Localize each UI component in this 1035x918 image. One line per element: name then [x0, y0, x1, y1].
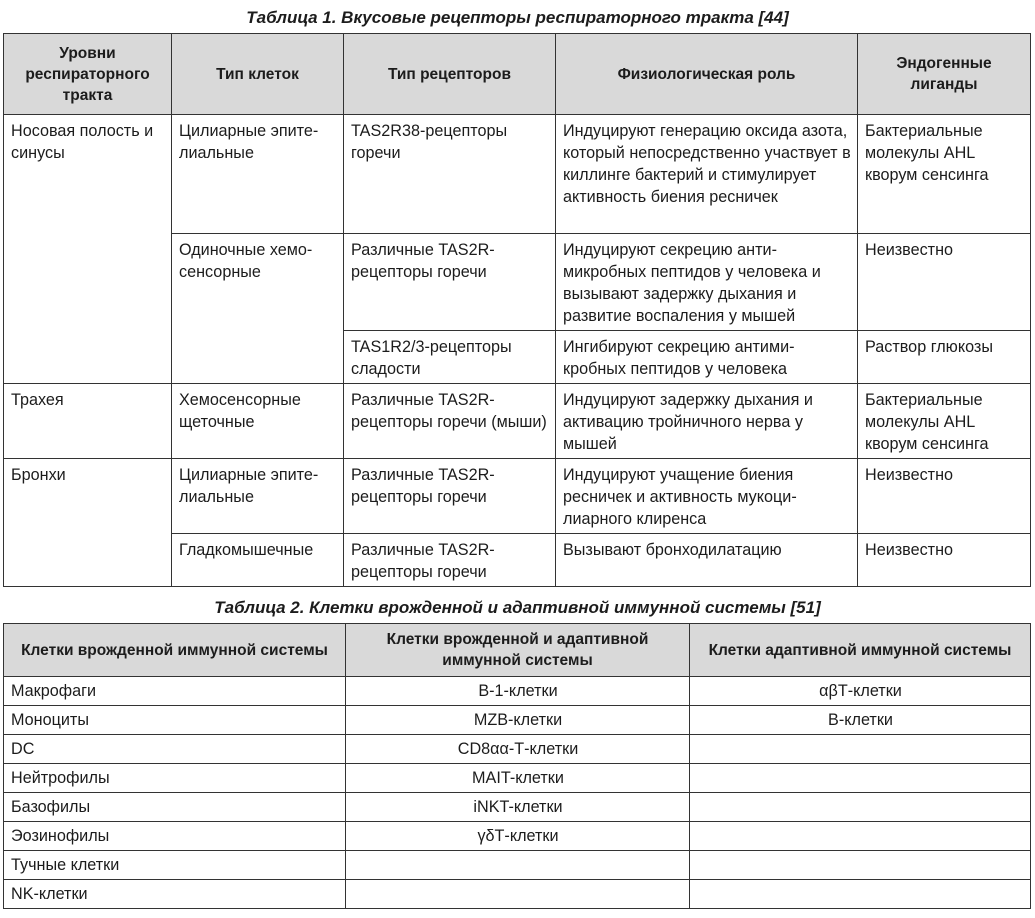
table-row [4, 677, 1031, 706]
column-header-adaptive: Клетки адаптивной иммунной системы [690, 624, 1031, 677]
ligand-cell: Бактериальные молекулы AHL кворум сенсинга [858, 384, 1031, 459]
role-cell: Индуцируют секрецию антимикробных пептидов у человека и вызывают задержку дыхания и развитие воспаления у мышей [556, 234, 858, 331]
innate-adaptive-cell: iNKT-клетки [346, 793, 690, 822]
receptor-cell: Различные TAS2R-рецепторы горечи [344, 234, 556, 331]
innate-adaptive-cell: γδТ-клетки [346, 822, 690, 851]
table-row [4, 793, 1031, 822]
table-row [4, 851, 1031, 880]
table-row [4, 735, 1031, 764]
role-cell: Индуцируют учащение биения ресничек и активность мукоцилиарного клиренса [556, 459, 858, 534]
innate-cell: Базофилы [4, 793, 346, 822]
innate-cell: Моноциты [4, 706, 346, 735]
cell-type-cell: Гладкомышечные [172, 534, 344, 587]
ligand-cell: Неизвестно [858, 459, 1031, 534]
table-row [4, 115, 1031, 234]
ligand-cell: Неизвестно [858, 234, 1031, 331]
receptor-cell: Различные TAS2R-рецепторы горечи [344, 459, 556, 534]
role-cell: Индуцируют задержку дыхания и активацию тройничного нерва у мышей [556, 384, 858, 459]
adaptive-cell [690, 851, 1031, 880]
level-cell: Бронхи [4, 459, 172, 587]
innate-adaptive-cell: MAIT-клетки [346, 764, 690, 793]
cell-type-cell: Цилиарные эпителиальные [172, 115, 344, 234]
column-header-ligands: Эндогенные лиганды [858, 34, 1031, 115]
adaptive-cell [690, 735, 1031, 764]
column-header-role: Физиологическая роль [556, 34, 858, 115]
table-header-row [4, 624, 1031, 677]
innate-cell: DC [4, 735, 346, 764]
column-header-innate-adaptive: Клетки врожденной и адаптивной иммунной системы [346, 624, 690, 677]
innate-cell: Макрофаги [4, 677, 346, 706]
innate-cell: NK-клетки [4, 880, 346, 909]
table-row [4, 880, 1031, 909]
adaptive-cell [690, 764, 1031, 793]
innate-adaptive-cell: B-1-клетки [346, 677, 690, 706]
receptor-cell: TAS2R38-рецепторы горечи [344, 115, 556, 234]
adaptive-cell [690, 880, 1031, 909]
innate-adaptive-cell: MZB-клетки [346, 706, 690, 735]
innate-adaptive-cell [346, 880, 690, 909]
cell-type-cell: Одиночные хемосенсорные [172, 234, 344, 384]
adaptive-cell: αβТ-клетки [690, 677, 1031, 706]
receptor-cell: Различные TAS2R-рецепторы горечи (мыши) [344, 384, 556, 459]
table-row [4, 384, 1031, 459]
innate-adaptive-cell [346, 851, 690, 880]
table-row [4, 706, 1031, 735]
innate-cell: Эозинофилы [4, 822, 346, 851]
cell-type-cell: Цилиарные эпителиальные [172, 459, 344, 534]
column-header-receptor-type: Тип рецепторов [344, 34, 556, 115]
adaptive-cell [690, 793, 1031, 822]
innate-adaptive-cell: CD8αα-Т-клетки [346, 735, 690, 764]
immune-cells-table [3, 623, 1031, 909]
ligand-cell: Раствор глюкозы [858, 331, 1031, 384]
table-row [4, 822, 1031, 851]
role-cell: Ингибируют секрецию антимикробных пептидов у человека [556, 331, 858, 384]
ligand-cell: Неизвестно [858, 534, 1031, 587]
table-row [4, 764, 1031, 793]
table1-caption: Таблица 1. Вкусовые рецепторы респираторного тракта [44] [246, 8, 789, 27]
receptor-cell: TAS1R2/3-рецепторы сладости [344, 331, 556, 384]
adaptive-cell [690, 822, 1031, 851]
column-header-innate: Клетки врожденной иммунной системы [4, 624, 346, 677]
role-cell: Вызывают бронходилатацию [556, 534, 858, 587]
receptor-cell: Различные TAS2R-рецепторы горечи [344, 534, 556, 587]
innate-cell: Тучные клетки [4, 851, 346, 880]
taste-receptors-table [3, 33, 1031, 587]
role-cell: Индуцируют генерацию оксида азота, который непосредственно участвует в киллинге бактерий и стимулирует активность биения ресничек [556, 115, 858, 234]
ligand-cell: Бактериальные молекулы AHL кворум сенсинга [858, 115, 1031, 234]
table2-caption: Таблица 2. Клетки врожденной и адаптивной иммунной системы [51] [214, 598, 821, 617]
level-cell: Трахея [4, 384, 172, 459]
table-header-row [4, 34, 1031, 115]
table-row [4, 459, 1031, 534]
innate-cell: Нейтрофилы [4, 764, 346, 793]
column-header-cell-type: Тип клеток [172, 34, 344, 115]
level-cell: Носовая полость и синусы [4, 115, 172, 384]
cell-type-cell: Хемосенсорные щеточные [172, 384, 344, 459]
adaptive-cell: В-клетки [690, 706, 1031, 735]
column-header-level: Уровни респираторного тракта [4, 34, 172, 115]
